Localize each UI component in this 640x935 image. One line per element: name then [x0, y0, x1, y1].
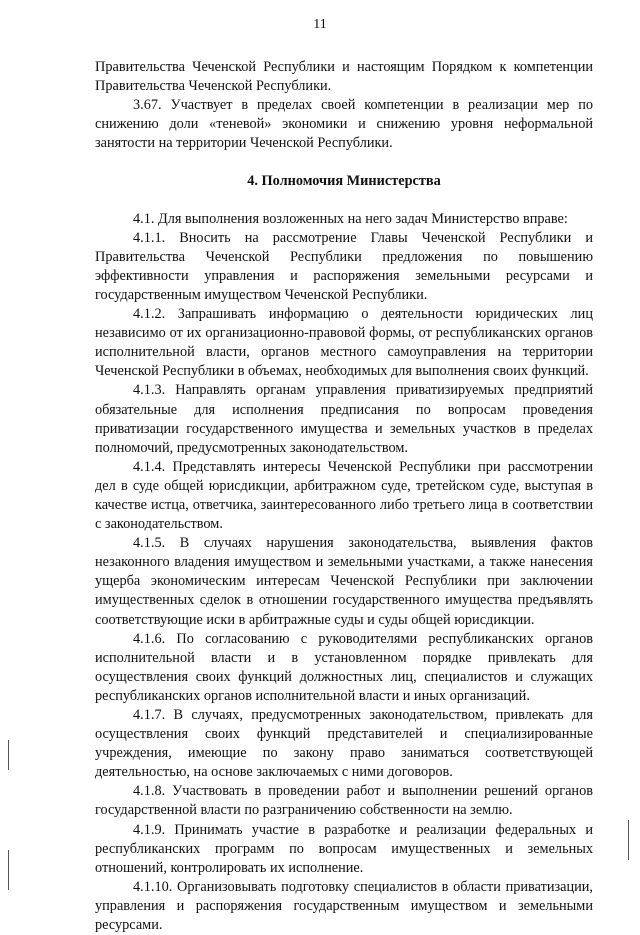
scan-mark-left-bottom	[8, 850, 9, 890]
paragraph-4-1-8: 4.1.8. Участвовать в проведении работ и выполнении решений органов государственной власти по разграничению собственности на землю.	[95, 783, 593, 819]
paragraph-4-1-7: 4.1.7. В случаях, предусмотренных законодательством, привлекать для осуществления своих функций представителей и специализированные учреждения, имеющие по закону право заниматься соответствующей деятельностью, на основе заключаемых с ними договоров.	[95, 707, 593, 781]
paragraph-4-1-4: 4.1.4. Представлять интересы Чеченской Республики при рассмотрении дел в суде общей юрисдикции, арбитражном суде, третейском суде, выступая в качестве истца, ответчика, заинтересованного либо третьего лица в соответствии с законодательством.	[95, 458, 593, 533]
document-body	[95, 58, 593, 935]
paragraph-4-1-10: 4.1.10. Организовывать подготовку специалистов в области приватизации, управления и распоряжения государственным имуществом и земельными ресурсами.	[95, 878, 593, 934]
paragraph-4-1-6: 4.1.6. По согласованию с руководителями республиканских органов исполнительной власти и в установленном порядке привлекать для осуществления своих функций должностных лиц, специалистов и служащих республиканских органов исполнительной власти и иных организаций.	[95, 630, 593, 704]
page-number: 11	[313, 17, 327, 32]
paragraph-4-1-1: 4.1.1. Вносить на рассмотрение Главы Чеченской Республики и Правительства Чеченской Республики предложения по повышению эффективности управления и распоряжения земельными ресурсами и государственным имуществом Чеченской Республики.	[95, 229, 593, 303]
paragraph-4-1-2: 4.1.2. Запрашивать информацию о деятельности юридических лиц независимо от их организационно-правовой формы, от республиканских органов исполнительной власти, органов местного самоуправления на территории Чеченской Республики в объемах, необходимых для выполнения своих функций.	[95, 306, 593, 380]
paragraph-4-1: 4.1. Для выполнения возложенных на него задач Министерство вправе:	[133, 210, 568, 227]
paragraph-continuation: Правительства Чеченской Республики и настоящим Порядком к компетенции Правительства Чеченской Республики.	[95, 59, 593, 95]
section-heading: 4. Полномочия Министерства	[247, 173, 441, 190]
paragraph-4-1-9: 4.1.9. Принимать участие в разработке и реализации федеральных и республиканских программ по вопросам имущественных и земельных отношений, контролировать их исполнение.	[95, 821, 593, 876]
paragraph-3-67: 3.67. Участвует в пределах своей компетенции в реализации мер по снижению доли «теневой» экономики и снижению уровня неформальной занятости на территории Чеченской Республики.	[95, 97, 593, 152]
paragraph-4-1-3: 4.1.3. Направлять органам управления приватизируемых предприятий обязательные для исполнения предписания по вопросам проведения приватизации государственного имущества и земельных участков в пределах полномочий, предусмотренных законодательством.	[95, 382, 593, 456]
scan-mark-left	[8, 740, 9, 770]
scan-mark-right	[628, 820, 629, 860]
paragraph-4-1-5: 4.1.5. В случаях нарушения законодательства, выявления фактов незаконного владения имуществом и земельными участками, а также нанесения ущерба экономическим интересам Чеченской Республики при заключении имущественных сделок в отношении государственного имущества предъявлять соответствующие иски в арбитражные суды и суды общей юрисдикции.	[95, 535, 593, 628]
